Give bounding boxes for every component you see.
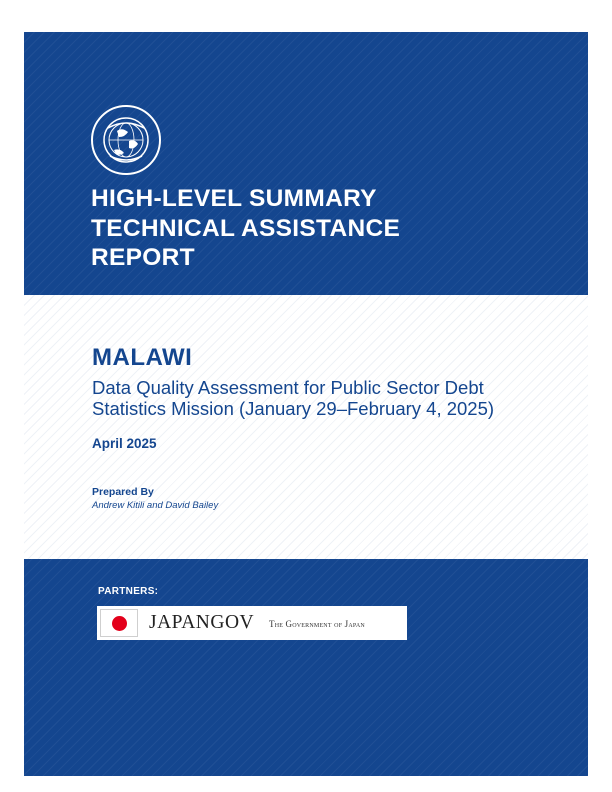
report-title-line: TECHNICAL ASSISTANCE bbox=[91, 214, 401, 242]
cover-header-band bbox=[24, 32, 588, 295]
authors: Andrew Kitili and David Bailey bbox=[92, 500, 219, 511]
report-subtitle-line: Data Quality Assessment for Public Sector Debt bbox=[92, 377, 484, 398]
publication-date: April 2025 bbox=[92, 436, 157, 451]
report-title-line: HIGH-LEVEL SUMMARY bbox=[91, 185, 377, 212]
report-title-line: REPORT bbox=[91, 244, 195, 271]
report-subtitle-line: Statistics Mission (January 29–February 4, 2025) bbox=[92, 398, 495, 419]
japangov-wordmark: JAPANGOV bbox=[149, 612, 255, 633]
japan-flag-icon bbox=[100, 609, 138, 637]
flag-disc bbox=[112, 616, 127, 631]
cover-details-panel bbox=[24, 295, 588, 559]
japangov-logo bbox=[97, 606, 407, 640]
report-cover bbox=[24, 32, 588, 776]
imf-seal-icon bbox=[90, 104, 162, 176]
report-title bbox=[91, 184, 511, 273]
partners-band bbox=[24, 559, 588, 776]
prepared-by-label: Prepared By bbox=[92, 486, 154, 498]
report-subtitle bbox=[92, 377, 562, 419]
japangov-caption: The Government of Japan bbox=[269, 619, 365, 629]
country-name: MALAWI bbox=[92, 344, 193, 371]
partners-label: PARTNERS: bbox=[98, 586, 159, 597]
